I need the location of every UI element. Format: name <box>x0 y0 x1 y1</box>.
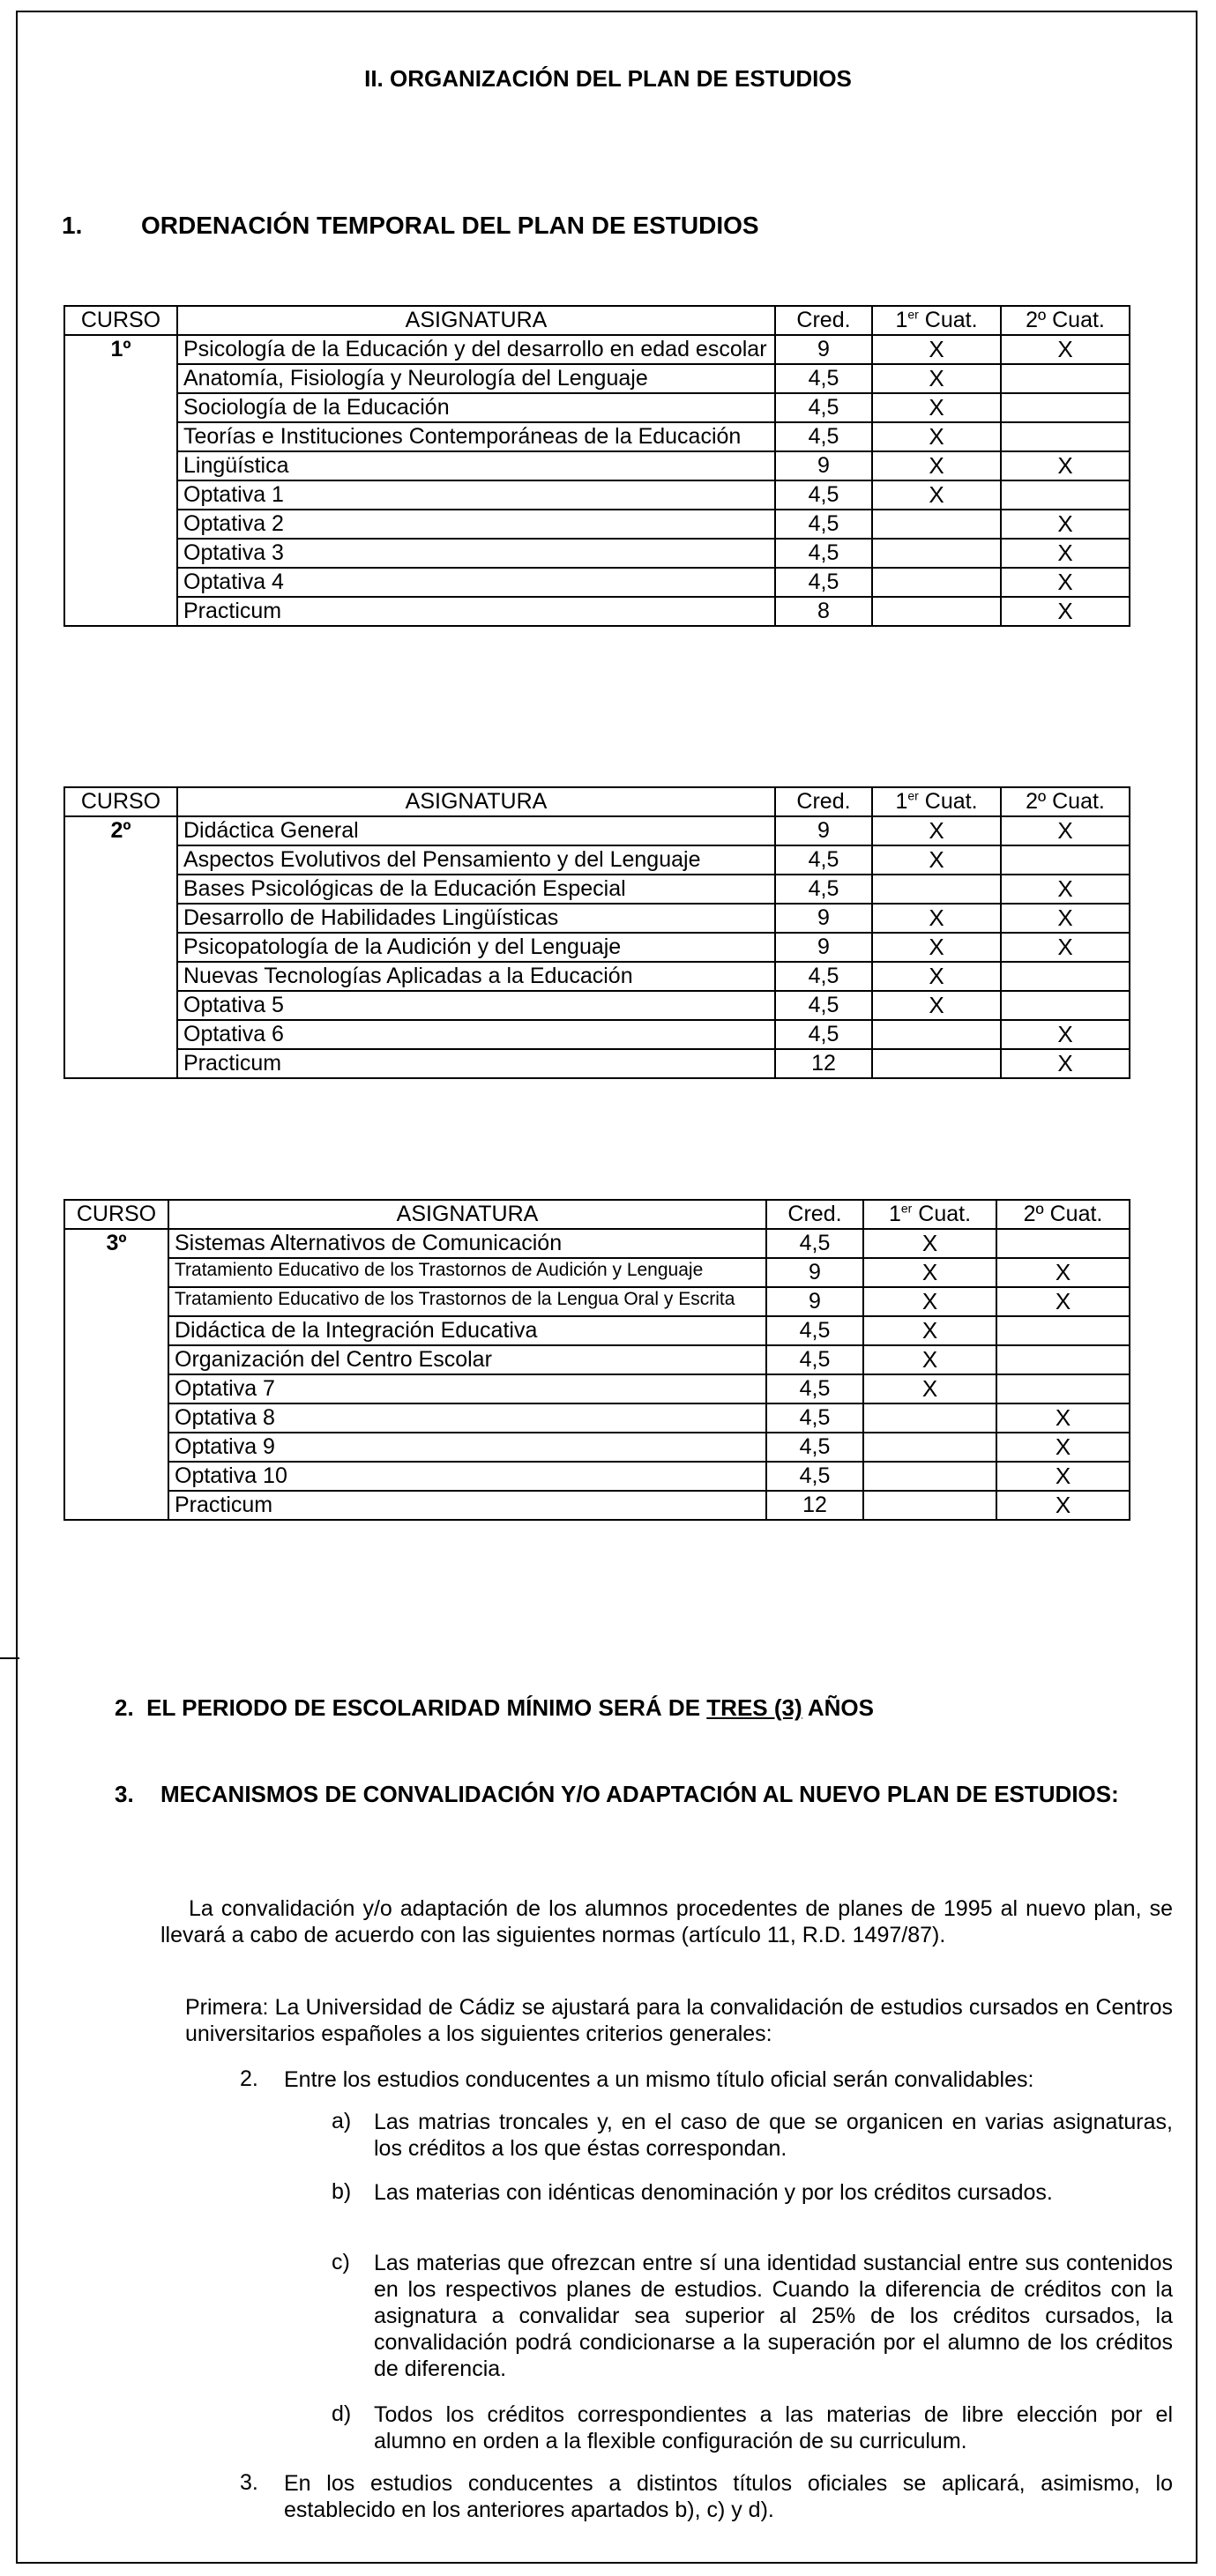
cred-cell: 12 <box>766 1491 863 1520</box>
cuat-1-cell: X <box>863 1374 996 1403</box>
cred-cell: 4,5 <box>775 480 872 510</box>
cuat-2-cell: X <box>996 1258 1130 1287</box>
margin-mark <box>0 1657 19 1659</box>
cred-cell: 4,5 <box>766 1433 863 1462</box>
cuat-1-cell <box>872 1020 1001 1049</box>
cuat-1-cell: X <box>872 933 1001 962</box>
table-row <box>64 1491 1130 1520</box>
cred-cell: 4,5 <box>775 568 872 597</box>
asignatura-cell: Bases Psicológicas de la Educación Especial <box>177 875 775 904</box>
asignatura-cell: Optativa 4 <box>177 568 775 597</box>
section-2-text-end: AÑOS <box>802 1694 875 1721</box>
table-row <box>64 845 1130 875</box>
cuat-1-cell: X <box>872 816 1001 845</box>
asignatura-cell: Psicopatología de la Audición y del Lenguaje <box>177 933 775 962</box>
cuat-2-cell <box>996 1374 1130 1403</box>
primera-paragraph: Primera: La Universidad de Cádiz se ajustará para la convalidación de estudios cursados en Centros universitarios españoles a los siguientes criterios generales: <box>185 1995 1173 2046</box>
course-table-1 <box>63 305 1130 627</box>
cuat-2-cell <box>1001 962 1130 991</box>
table-row <box>64 1049 1130 1078</box>
cuat-2-cell: X <box>996 1287 1130 1316</box>
table-row <box>64 568 1130 597</box>
subitem-a-text: Las matrias troncales y, en el caso de que se organicen en varias asignaturas, los créditos a los que éstas correspondan. <box>374 2110 1173 2161</box>
header-cred: Cred. <box>766 1200 863 1229</box>
cuat-1-cell: X <box>872 845 1001 875</box>
table-row <box>64 816 1130 845</box>
table-row <box>64 1374 1130 1403</box>
asignatura-cell: Tratamiento Educativo de los Trastornos de Audición y Lenguaje <box>168 1258 766 1287</box>
table-row <box>64 422 1130 451</box>
asignatura-cell: Optativa 1 <box>177 480 775 510</box>
table-row <box>64 1316 1130 1345</box>
section-1-number: 1. <box>62 212 83 239</box>
cred-cell: 4,5 <box>775 422 872 451</box>
asignatura-cell: Aspectos Evolutivos del Pensamiento y del Lenguaje <box>177 845 775 875</box>
asignatura-cell: Optativa 6 <box>177 1020 775 1049</box>
cred-cell: 9 <box>766 1287 863 1316</box>
table-row <box>64 480 1130 510</box>
cred-cell: 4,5 <box>775 510 872 539</box>
cred-cell: 4,5 <box>766 1229 863 1258</box>
asignatura-cell: Tratamiento Educativo de los Trastornos de la Lengua Oral y Escrita <box>168 1287 766 1316</box>
cuat-2-cell: X <box>1001 1049 1130 1078</box>
cuat-1-cell <box>863 1491 996 1520</box>
cred-cell: 4,5 <box>775 1020 872 1049</box>
header-cred: Cred. <box>775 306 872 335</box>
section-2-number: 2. <box>115 1694 134 1721</box>
header-curso: CURSO <box>64 306 177 335</box>
cuat-1-cell <box>863 1403 996 1433</box>
cuat-1-cell <box>872 597 1001 626</box>
cred-cell: 4,5 <box>766 1462 863 1491</box>
asignatura-cell: Optativa 10 <box>168 1462 766 1491</box>
cred-cell: 4,5 <box>766 1403 863 1433</box>
subitem-c-letter: c) <box>332 2250 350 2274</box>
cuat-2-cell: X <box>1001 816 1130 845</box>
item-2-text: Entre los estudios conducentes a un mismo título oficial serán convalidables: <box>284 2067 1034 2092</box>
asignatura-cell: Didáctica de la Integración Educativa <box>168 1316 766 1345</box>
table-row <box>64 1433 1130 1462</box>
cuat-2-cell: X <box>1001 933 1130 962</box>
cuat-2-cell <box>1001 845 1130 875</box>
cuat-1-cell: X <box>872 364 1001 393</box>
cred-cell: 9 <box>775 904 872 933</box>
table-row <box>64 1462 1130 1491</box>
asignatura-cell: Practicum <box>177 597 775 626</box>
table-row <box>64 597 1130 626</box>
asignatura-cell: Psicología de la Educación y del desarrollo en edad escolar <box>177 335 775 364</box>
cred-cell: 9 <box>775 335 872 364</box>
curso-cell: 1º <box>64 335 177 626</box>
asignatura-cell: Sociología de la Educación <box>177 393 775 422</box>
cuat-2-cell: X <box>1001 597 1130 626</box>
cuat-2-cell <box>1001 991 1130 1020</box>
cred-cell: 4,5 <box>775 539 872 568</box>
asignatura-cell: Optativa 7 <box>168 1374 766 1403</box>
cred-cell: 9 <box>775 451 872 480</box>
subitem-c-text: Las materias que ofrezcan entre sí una identidad sustancial entre sus contenidos en los respectivos planes de estudios. Cuando la diferencia de créditos con la asignatura a convalidar sea superior al 25% de los créditos cursados, la convalidación podrá condicionarse a la superación por el alumno de los créditos de diferencia. <box>374 2251 1173 2381</box>
cred-cell: 4,5 <box>775 364 872 393</box>
asignatura-cell: Optativa 2 <box>177 510 775 539</box>
table-row <box>64 933 1130 962</box>
cuat-2-cell: X <box>996 1462 1130 1491</box>
asignatura-cell: Lingüística <box>177 451 775 480</box>
cred-cell: 8 <box>775 597 872 626</box>
cuat-2-cell <box>1001 480 1130 510</box>
asignatura-cell: Nuevas Tecnologías Aplicadas a la Educación <box>177 962 775 991</box>
cred-cell: 12 <box>775 1049 872 1078</box>
cuat-1-cell <box>872 1049 1001 1078</box>
cred-cell: 9 <box>775 933 872 962</box>
cuat-2-cell: X <box>1001 335 1130 364</box>
cuat-1-cell <box>863 1433 996 1462</box>
cred-cell: 4,5 <box>766 1316 863 1345</box>
cuat-2-cell: X <box>1001 451 1130 480</box>
cred-cell: 9 <box>766 1258 863 1287</box>
cuat-1-cell <box>872 539 1001 568</box>
subitem-b-letter: b) <box>332 2179 352 2204</box>
subitem-d-letter: d) <box>332 2401 352 2426</box>
cuat-1-cell: X <box>872 991 1001 1020</box>
header-cuat-1: 1er Cuat. <box>872 787 1001 816</box>
cuat-1-cell: X <box>872 393 1001 422</box>
cuat-1-cell: X <box>872 480 1001 510</box>
header-curso: CURSO <box>64 787 177 816</box>
cuat-1-cell <box>863 1462 996 1491</box>
header-asignatura: ASIGNATURA <box>177 306 775 335</box>
cred-cell: 9 <box>775 816 872 845</box>
cuat-2-cell <box>1001 422 1130 451</box>
cuat-2-cell: X <box>996 1403 1130 1433</box>
table-row <box>64 1258 1130 1287</box>
cuat-2-cell: X <box>1001 875 1130 904</box>
section-3-number: 3. <box>115 1781 134 1807</box>
table-row <box>64 364 1130 393</box>
header-asignatura: ASIGNATURA <box>168 1200 766 1229</box>
cred-cell: 4,5 <box>775 845 872 875</box>
header-cuat-2: 2º Cuat. <box>1001 306 1130 335</box>
subitem-b-text: Las materias con idénticas denominación y por los créditos cursados. <box>374 2180 1053 2205</box>
cuat-1-cell: X <box>863 1287 996 1316</box>
asignatura-cell: Optativa 5 <box>177 991 775 1020</box>
section-2-duration: TRES (3) <box>706 1694 802 1721</box>
cuat-2-cell: X <box>1001 510 1130 539</box>
cred-cell: 4,5 <box>775 875 872 904</box>
cuat-2-cell: X <box>1001 539 1130 568</box>
table-row <box>64 1403 1130 1433</box>
item-2-number: 2. <box>240 2066 258 2091</box>
asignatura-cell: Didáctica General <box>177 816 775 845</box>
asignatura-cell: Anatomía, Fisiología y Neurología del Lenguaje <box>177 364 775 393</box>
cred-cell: 4,5 <box>775 991 872 1020</box>
header-cuat-2: 2º Cuat. <box>1001 787 1130 816</box>
header-asignatura: ASIGNATURA <box>177 787 775 816</box>
cred-cell: 4,5 <box>775 393 872 422</box>
course-table-2 <box>63 786 1130 1079</box>
header-cuat-1: 1er Cuat. <box>863 1200 996 1229</box>
asignatura-cell: Organización del Centro Escolar <box>168 1345 766 1374</box>
cuat-1-cell: X <box>872 422 1001 451</box>
asignatura-cell: Optativa 9 <box>168 1433 766 1462</box>
intro-paragraph: La convalidación y/o adaptación de los alumnos procedentes de planes de 1995 al nuevo plan, se llevará a cabo de acuerdo con las siguientes normas (artículo 11, R.D. 1497/87). <box>160 1896 1173 1947</box>
table-row <box>64 904 1130 933</box>
asignatura-cell: Sistemas Alternativos de Comunicación <box>168 1229 766 1258</box>
page-title: II. ORGANIZACIÓN DEL PLAN DE ESTUDIOS <box>364 65 852 92</box>
cuat-2-cell: X <box>996 1433 1130 1462</box>
table-row <box>64 1229 1130 1258</box>
section-1-heading <box>62 212 759 240</box>
item-3-text: En los estudios conducentes a distintos títulos oficiales se aplicará, asimismo, lo establecido en los anteriores apartados b), c) y d). <box>284 2471 1173 2522</box>
table-row <box>64 335 1130 364</box>
table-row <box>64 510 1130 539</box>
table-header-row <box>64 787 1130 816</box>
table-row <box>64 962 1130 991</box>
cred-cell: 4,5 <box>766 1345 863 1374</box>
asignatura-cell: Desarrollo de Habilidades Lingüísticas <box>177 904 775 933</box>
item-3-number: 3. <box>240 2470 258 2495</box>
cuat-1-cell <box>872 875 1001 904</box>
asignatura-cell: Practicum <box>168 1491 766 1520</box>
cuat-2-cell: X <box>1001 568 1130 597</box>
cuat-2-cell <box>996 1316 1130 1345</box>
header-curso: CURSO <box>64 1200 168 1229</box>
section-3-title: MECANISMOS DE CONVALIDACIÓN Y/O ADAPTACIÓN AL NUEVO PLAN DE ESTUDIOS: <box>160 1781 1119 1807</box>
table-row <box>64 393 1130 422</box>
cuat-2-cell <box>996 1229 1130 1258</box>
cuat-1-cell: X <box>872 962 1001 991</box>
cred-cell: 4,5 <box>775 962 872 991</box>
header-cuat-2: 2º Cuat. <box>996 1200 1130 1229</box>
table-row <box>64 875 1130 904</box>
cuat-1-cell: X <box>863 1229 996 1258</box>
cuat-2-cell <box>996 1345 1130 1374</box>
asignatura-cell: Optativa 3 <box>177 539 775 568</box>
curso-cell: 3º <box>64 1229 168 1520</box>
cuat-1-cell: X <box>872 904 1001 933</box>
section-1-title: ORDENACIÓN TEMPORAL DEL PLAN DE ESTUDIOS <box>141 212 759 239</box>
section-2 <box>115 1694 874 1722</box>
subitem-a-letter: a) <box>332 2109 352 2133</box>
section-2-text: EL PERIODO DE ESCOLARIDAD MÍNIMO SERÁ DE <box>146 1694 707 1721</box>
cuat-2-cell <box>1001 393 1130 422</box>
header-cuat-1: 1er Cuat. <box>872 306 1001 335</box>
table-row <box>64 1345 1130 1374</box>
cuat-1-cell: X <box>863 1258 996 1287</box>
cuat-1-cell: X <box>863 1345 996 1374</box>
cuat-2-cell: X <box>996 1491 1130 1520</box>
cuat-1-cell: X <box>863 1316 996 1345</box>
asignatura-cell: Optativa 8 <box>168 1403 766 1433</box>
section-3-heading <box>115 1781 1173 1808</box>
curso-cell: 2º <box>64 816 177 1078</box>
table-row <box>64 1020 1130 1049</box>
cuat-1-cell: X <box>872 335 1001 364</box>
cuat-2-cell: X <box>1001 1020 1130 1049</box>
subitem-d-text: Todos los créditos correspondientes a las materias de libre elección por el alumno en orden a la flexible configuración de su curriculum. <box>374 2402 1173 2453</box>
cred-cell: 4,5 <box>766 1374 863 1403</box>
table-row <box>64 991 1130 1020</box>
table-row <box>64 539 1130 568</box>
table-header-row <box>64 1200 1130 1229</box>
cuat-1-cell: X <box>872 451 1001 480</box>
cuat-1-cell <box>872 568 1001 597</box>
cuat-1-cell <box>872 510 1001 539</box>
header-cred: Cred. <box>775 787 872 816</box>
table-header-row <box>64 306 1130 335</box>
asignatura-cell: Teorías e Instituciones Contemporáneas de la Educación <box>177 422 775 451</box>
course-table-3 <box>63 1199 1130 1521</box>
table-row <box>64 1287 1130 1316</box>
asignatura-cell: Practicum <box>177 1049 775 1078</box>
table-row <box>64 451 1130 480</box>
cuat-2-cell <box>1001 364 1130 393</box>
cuat-2-cell: X <box>1001 904 1130 933</box>
